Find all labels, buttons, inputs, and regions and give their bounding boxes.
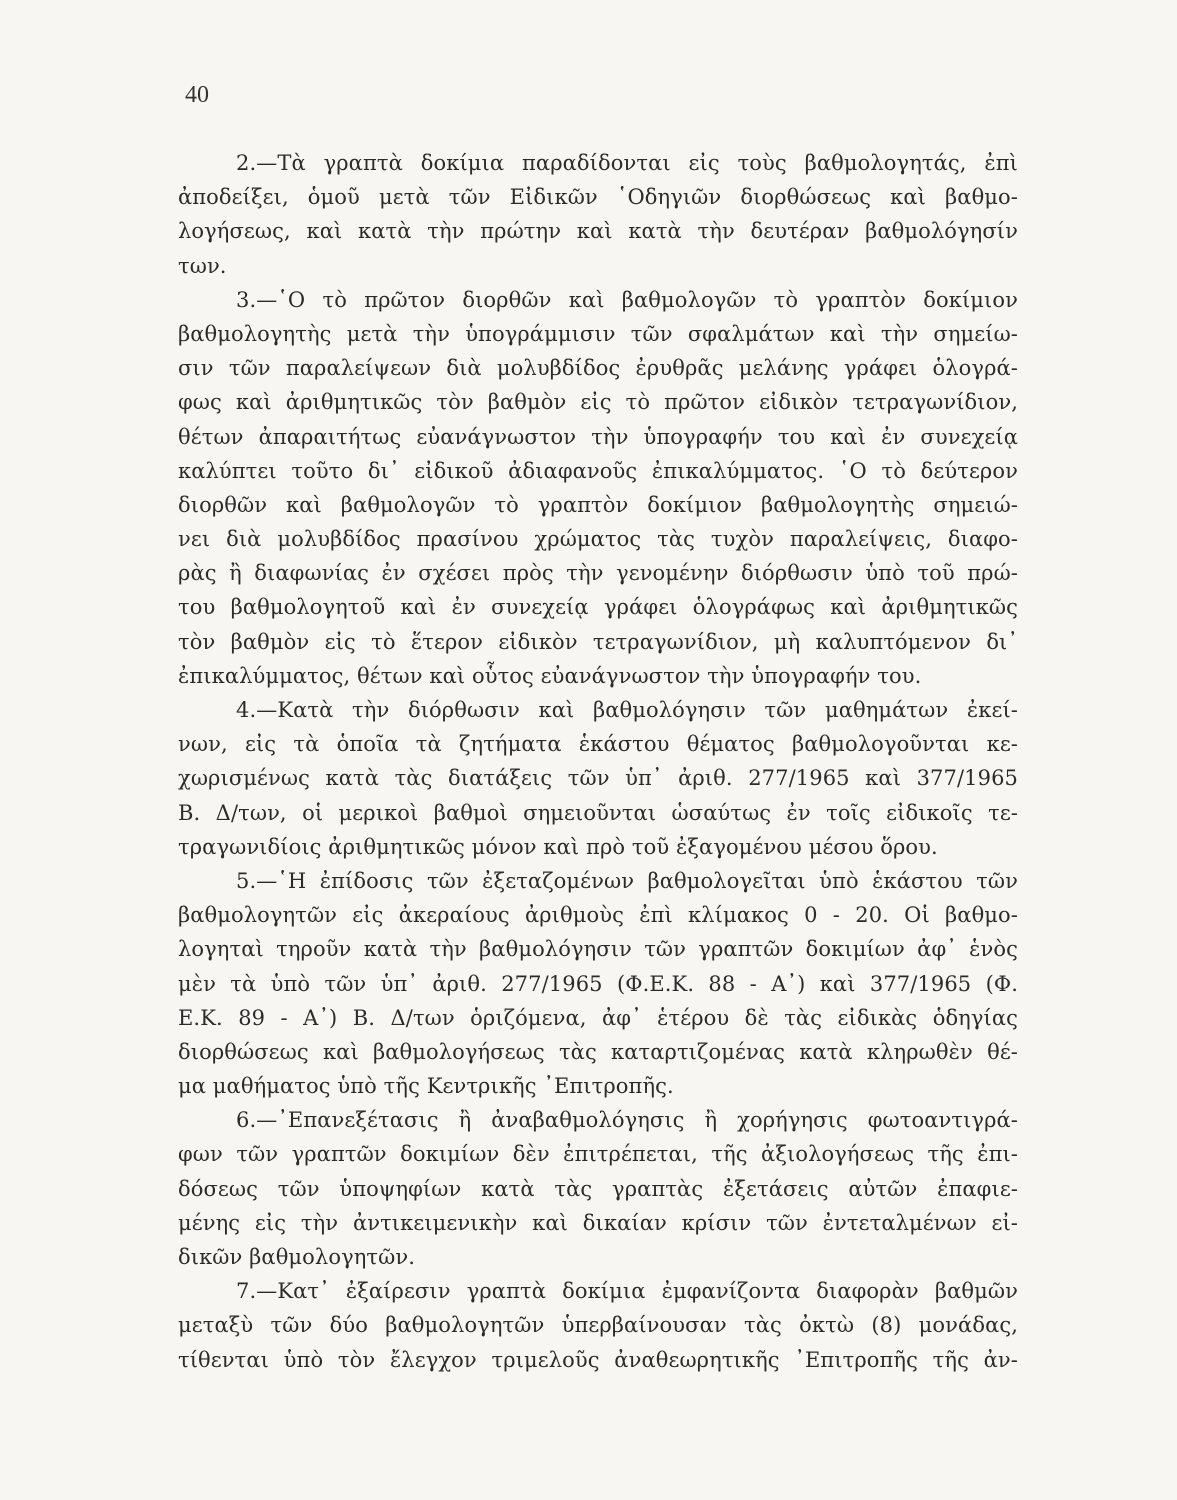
text-line: λογηταὶ τηροῦν κατὰ τὴν βαθμολόγησιν τῶν γραπτῶν δοκιμίων ἀφ᾽ ἑνὸς — [178, 937, 1018, 962]
text-line: τίθενται ὑπὸ τὸν ἔλεγχον τριμελοῦς ἀναθεωρητικῆς ᾽Επιτροπῆς τῆς ἀν- — [178, 1347, 1018, 1372]
text-line: τραγωνιδίοις ἀριθμητικῶς μόνον καὶ πρὸ τοῦ ἐξαγομένου μέσου ὅρου. — [178, 834, 938, 859]
text-line: 4.—Κατὰ τὴν διόρθωσιν καὶ βαθμολόγησιν τῶν μαθημάτων ἐκεί- — [236, 698, 1018, 722]
text-line: βαθμολογητῶν εἰς ἀκεραίους ἀριθμοὺς ἐπὶ κλίμακος 0 - 20. Οἱ βαθμο- — [178, 903, 1018, 928]
text-line: Ε.Κ. 89 - Α᾽) Β. Δ/των ὁριζόμενα, ἀφ᾽ ἑτέρου δὲ τὰς εἰδικὰς ὁδηγίας — [178, 1005, 1018, 1030]
text-line: του βαθμολογητοῦ καὶ ἐν συνεχείᾳ γράφει ὁλογράφως καὶ ἀριθμητικῶς — [178, 595, 1018, 620]
text-line: θέτων ἀπαραιτήτως εὐανάγνωστον τὴν ὑπογραφήν του καὶ ἐν συνεχείᾳ — [178, 424, 1018, 449]
text-line: λογήσεως, καὶ κατὰ τὴν πρώτην καὶ κατὰ τὴν δευτέραν βαθμολόγησίν — [178, 219, 1018, 244]
text-line: σιν τῶν παραλείψεων διὰ μολυβδίδος ἐρυθρᾶς μελάνης γράφει ὁλογρά- — [178, 356, 1018, 381]
body-text — [178, 146, 1018, 1377]
text-line: 7.—Κατ᾽ ἐξαίρεσιν γραπτὰ δοκίμια ἐμφανίζοντα διαφορὰν βαθμῶν — [236, 1279, 1018, 1304]
text-line: χωρισμένως κατὰ τὰς διατάξεις τῶν ὑπ᾽ ἀριθ. 277/1965 καὶ 377/1965 — [178, 766, 1018, 791]
text-line: διορθῶν καὶ βαθμολογῶν τὸ γραπτὸν δοκίμιον βαθμολογητὴς σημειώ- — [178, 492, 1018, 517]
text-line: των. — [178, 253, 227, 278]
text-line: νων, εἰς τὰ ὁποῖα τὰ ζητήματα ἑκάστου θέματος βαθμολογοῦνται κε- — [178, 732, 1018, 757]
text-line: 6.—᾽Επανεξέτασις ἢ ἀναβαθμολόγησις ἢ χορήγησις φωτοαντιγρά- — [236, 1108, 1018, 1133]
text-line: Β. Δ/των, οἱ μερικοὶ βαθμοὶ σημειοῦνται ὡσαύτως ἐν τοῖς εἰδικοῖς τε- — [178, 800, 1018, 825]
text-line: φων τῶν γραπτῶν δοκιμίων δὲν ἐπιτρέπεται, τῆς ἀξιολογήσεως τῆς ἐπι- — [178, 1142, 1018, 1167]
text-line: φως καὶ ἀριθμητικῶς τὸν βαθμὸν εἰς τὸ πρῶτον εἰδικὸν τετραγωνίδιον, — [178, 390, 1018, 415]
text-line: δικῶν βαθμολογητῶν. — [178, 1245, 415, 1269]
text-line: ἐπικαλύμματος, θέτων καὶ οὗτος εὐανάγνωστον τὴν ὑπογραφήν του. — [178, 663, 922, 688]
text-line: νει διὰ μολυβδίδος πρασίνου χρώματος τὰς τυχὸν παραλείψεις, διαφο- — [178, 527, 1018, 552]
page-number: 40 — [185, 82, 209, 108]
text-line: διορθώσεως καὶ βαθμολογήσεως τὰς καταρτιζομένας κατὰ κληρωθὲν θέ- — [178, 1039, 1018, 1064]
text-line: μα μαθήματος ὑπὸ τῆς Κεντρικῆς ᾽Επιτροπῆς. — [178, 1074, 674, 1099]
text-line: ἀποδείξει, ὁμοῦ μετὰ τῶν Εἰδικῶν ῾Οδηγιῶν διορθώσεως καὶ βαθμο- — [178, 185, 1018, 210]
text-line: 2.—Τὰ γραπτὰ δοκίμια παραδίδονται εἰς τοὺς βαθμολογητάς, ἐπὶ — [236, 151, 1018, 175]
text-line: μένης εἰς τὴν ἀντικειμενικὴν καὶ δικαίαν κρίσιν τῶν ἐντεταλμένων εἰ- — [178, 1210, 1018, 1235]
text-line: καλύπτει τοῦτο δι᾽ εἰδικοῦ ἀδιαφανοῦς ἐπικαλύμματος. ῾Ο τὸ δεύτερον — [178, 458, 1018, 483]
text-line: βαθμολογητὴς μετὰ τὴν ὑπογράμμισιν τῶν σφαλμάτων καὶ τὴν σημείω- — [178, 321, 1018, 346]
text-line: 3.—῾Ο τὸ πρῶτον διορθῶν καὶ βαθμολογῶν τὸ γραπτὸν δοκίμιον — [236, 287, 1018, 312]
text-line: τὸν βαθμὸν εἰς τὸ ἕτερον εἰδικὸν τετραγωνίδιον, μὴ καλυπτόμενον δι᾽ — [178, 629, 1018, 654]
text-line: δόσεως τῶν ὑποψηφίων κατὰ τὰς γραπτὰς ἐξετάσεις αὐτῶν ἐπαφιε- — [178, 1176, 1018, 1201]
text-line: ρὰς ἢ διαφωνίας ἐν σχέσει πρὸς τὴν γενομένην διόρθωσιν ὑπὸ τοῦ πρώ- — [178, 561, 1018, 586]
text-line: 5.—῾Η ἐπίδοσις τῶν ἐξεταζομένων βαθμολογεῖται ὑπὸ ἑκάστου τῶν — [236, 868, 1018, 893]
text-line: μεταξὺ τῶν δύο βαθμολογητῶν ὑπερβαίνουσαν τὰς ὀκτὼ (8) μονάδας, — [178, 1313, 1018, 1338]
text-line: μὲν τὰ ὑπὸ τῶν ὑπ᾽ ἀριθ. 277/1965 (Φ.Ε.Κ. 88 - Α᾽) καὶ 377/1965 (Φ. — [178, 971, 1018, 996]
